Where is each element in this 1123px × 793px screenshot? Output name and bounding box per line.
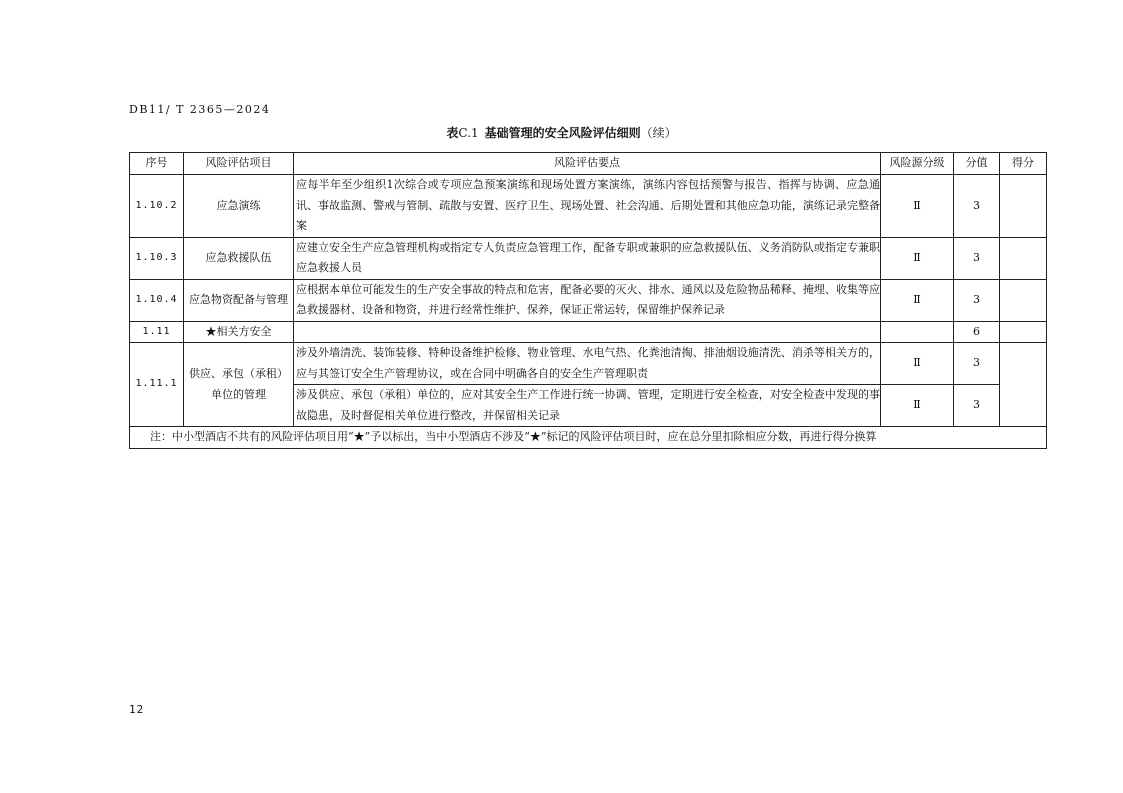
header-level: 风险源分级 (881, 153, 954, 175)
table-row (130, 175, 1047, 238)
row-point (294, 321, 881, 343)
row-no: 1.11 (130, 321, 184, 343)
title-main: 基础管理的安全风险评估细则 (484, 126, 641, 140)
table-row (130, 279, 1047, 321)
header-point: 风险评估要点 (294, 153, 881, 175)
row-got[interactable] (1000, 279, 1047, 321)
row-point: 应根据本单位可能发生的生产安全事故的特点和危害，配备必要的灭火、排水、通风以及危险物品稀释、掩埋、收集等应急救援器材、设备和物资，并进行经常性维护、保养，保证正常运转，保留维护保养记录 (294, 279, 881, 321)
row-got[interactable] (1000, 237, 1047, 279)
row-no: 1.11.1 (130, 343, 184, 427)
row-score: 3 (954, 343, 1000, 385)
row-score: 3 (954, 385, 1000, 427)
risk-assessment-table (129, 152, 1047, 449)
row-item: 应急演练 (184, 175, 294, 238)
title-code: C.1 (458, 126, 479, 140)
row-score: 3 (954, 279, 1000, 321)
header-item: 风险评估项目 (184, 153, 294, 175)
row-got[interactable] (1000, 321, 1047, 343)
row-no: 1.10.4 (130, 279, 184, 321)
row-level: Ⅱ (881, 237, 954, 279)
row-got[interactable] (1000, 175, 1047, 238)
row-score: 3 (954, 237, 1000, 279)
table-row (130, 321, 1047, 343)
table-note: 注：中小型酒店不共有的风险评估项目用“★”予以标出，当中小型酒店不涉及“★”标记的风险评估项目时，应在总分里扣除相应分数，再进行得分换算 (130, 427, 1047, 449)
row-item: 应急物资配备与管理 (184, 279, 294, 321)
row-no: 1.10.2 (130, 175, 184, 238)
title-prefix: 表 (446, 126, 459, 140)
row-level: Ⅱ (881, 279, 954, 321)
row-level: Ⅱ (881, 385, 954, 427)
row-level (881, 321, 954, 343)
table-row (130, 343, 1047, 385)
title-suffix: （续） (640, 126, 677, 140)
header-no: 序号 (130, 153, 184, 175)
table-header-row (130, 153, 1047, 175)
row-item: 应急救援队伍 (184, 237, 294, 279)
row-score: 3 (954, 175, 1000, 238)
row-score: 6 (954, 321, 1000, 343)
header-score: 分值 (954, 153, 1000, 175)
row-item: 供应、承包（承租）单位的管理 (184, 343, 294, 427)
table-row (130, 237, 1047, 279)
row-level: Ⅱ (881, 175, 954, 238)
header-got: 得分 (1000, 153, 1047, 175)
row-no: 1.10.3 (130, 237, 184, 279)
page-number: 12 (129, 703, 145, 716)
row-item: ★相关方安全 (184, 321, 294, 343)
row-point: 应建立安全生产应急管理机构或指定专人负责应急管理工作，配备专职或兼职的应急救援队伍、义务消防队或指定专兼职应急救援人员 (294, 237, 881, 279)
table-title (0, 124, 1123, 141)
row-point: 涉及供应、承包（承租）单位的，应对其安全生产工作进行统一协调、管理，定期进行安全检查，对安全检查中发现的事故隐患，及时督促相关单位进行整改，并保留相关记录 (294, 385, 881, 427)
document-code: DB11/ T 2365—2024 (129, 103, 271, 116)
row-point: 涉及外墙清洗、装饰装修、特种设备维护检修、物业管理、水电气热、化粪池清掏、排油烟设施清洗、消杀等相关方的，应与其签订安全生产管理协议，或在合同中明确各自的安全生产管理职责 (294, 343, 881, 385)
row-point: 应每半年至少组织1次综合或专项应急预案演练和现场处置方案演练，演练内容包括预警与报告、指挥与协调、应急通讯、事故监测、警戒与管制、疏散与安置、医疗卫生、现场处置、社会沟通、后期处置和其他应急功能，演练记录完整备案 (294, 175, 881, 238)
row-level: Ⅱ (881, 343, 954, 385)
table-note-row (130, 427, 1047, 449)
row-got[interactable] (1000, 343, 1047, 427)
